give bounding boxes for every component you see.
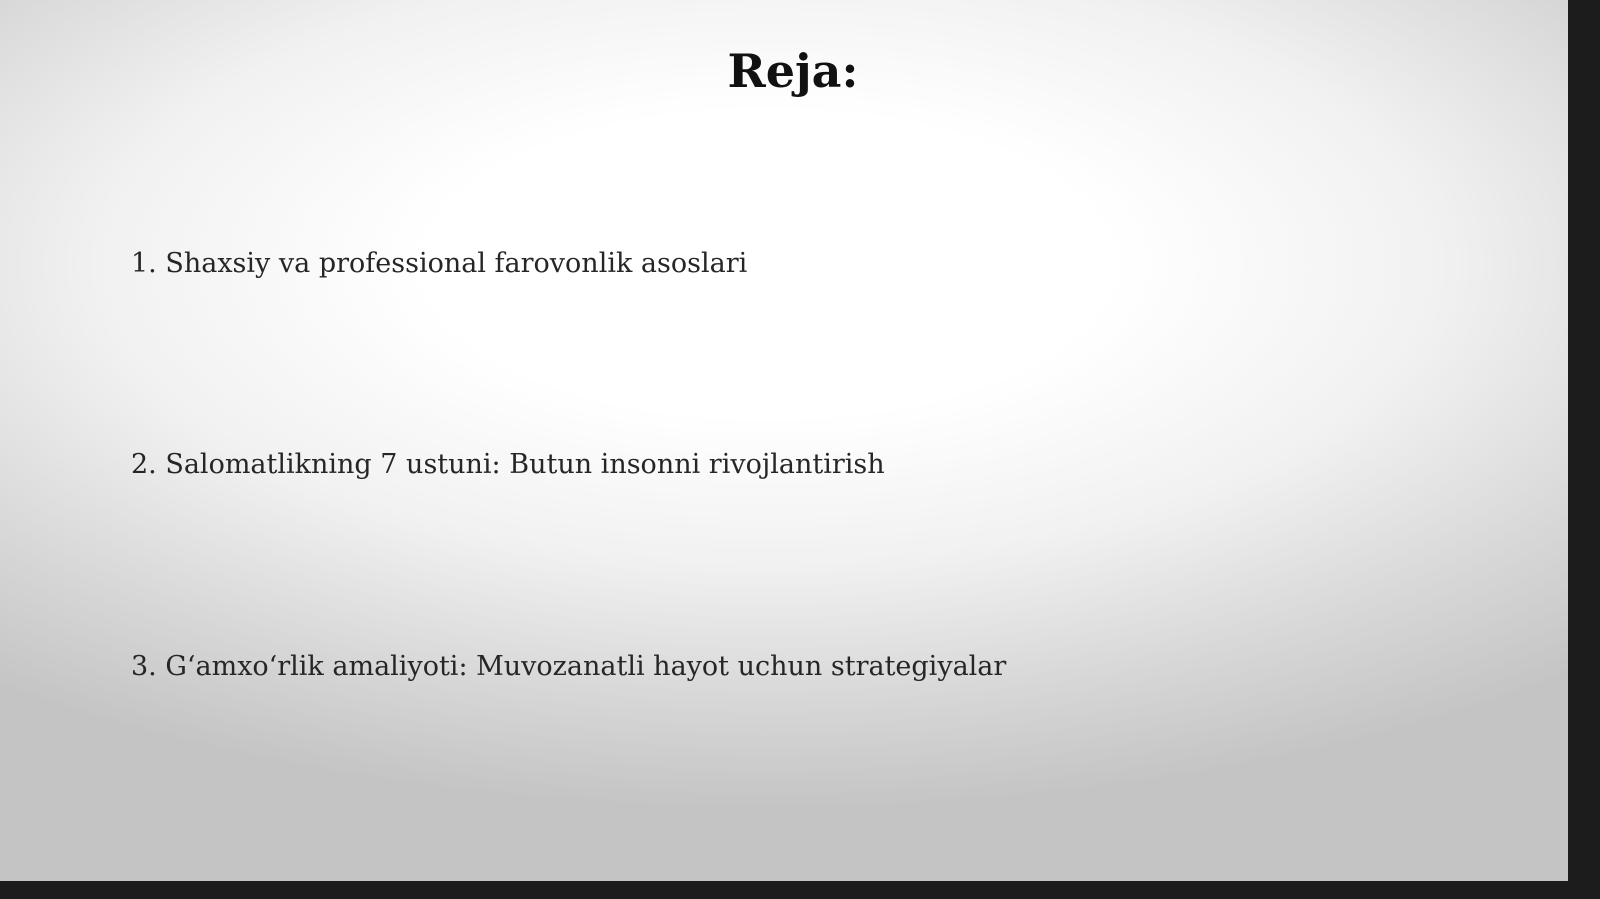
plan-item-1: 1. Shaxsiy va professional farovonlik asoslari — [131, 248, 748, 279]
slide-title: Reja: — [727, 44, 859, 98]
viewer-frame-bottom — [0, 881, 1600, 899]
viewer-frame-right — [1568, 0, 1600, 899]
plan-item-3: 3. G‘amxo‘rlik amaliyoti: Muvozanatli hayot uchun strategiyalar — [131, 651, 1007, 682]
plan-item-2: 2. Salomatlikning 7 ustuni: Butun insonni rivojlantirish — [131, 449, 885, 480]
